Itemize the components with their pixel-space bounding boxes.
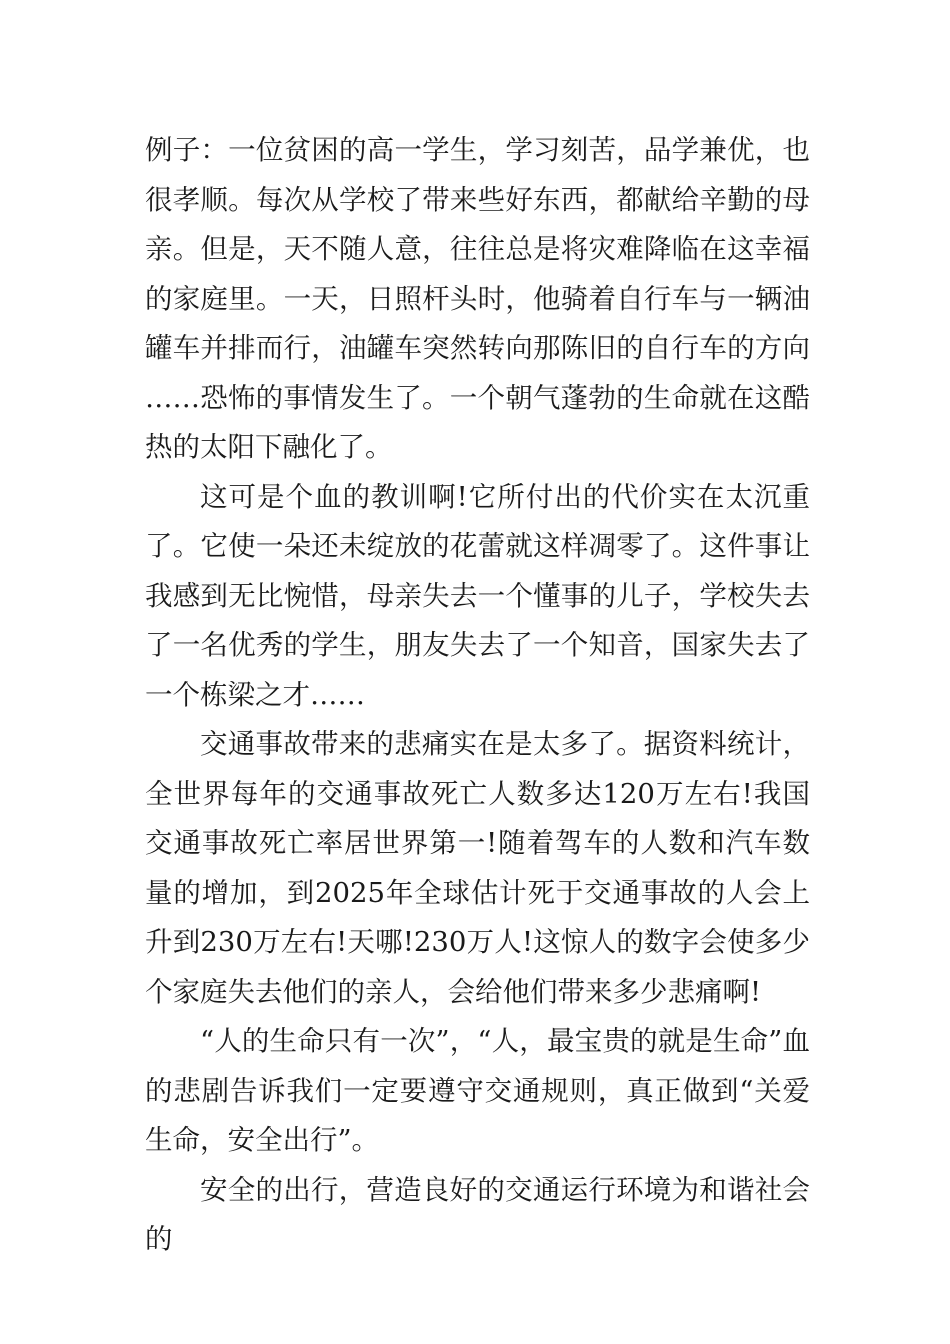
paragraph-1: 例子：一位贫困的高一学生，学习刻苦，品学兼优，也很孝顺。每次从学校了带来些好东西，都献给辛勤的母亲。但是，天不随人意，往往总是将灾难降临在这幸福的家庭里。一天，日照杆头时，他骑着自行车与一辆油罐车并排而行，油罐车突然转向那陈旧的自行车的方向……恐怖的事情发生了。一个朝气蓬勃的生命就在这酷热的太阳下融化了。 <box>145 134 810 463</box>
paragraph-2: 这可是个血的教训啊!它所付出的代价实在太沉重了。它使一朵还未绽放的花蕾就这样凋零了。这件事让我感到无比惋惜，母亲失去一个懂事的儿子，学校失去了一名优秀的学生，朋友失去了一个知音，国家失去了一个栋梁之才…… <box>145 480 810 711</box>
paragraph-3: 交通事故带来的悲痛实在是太多了。据资料统计，全世界每年的交通事故死亡人数多达120万左右!我国交通事故死亡率居世界第一!随着驾车的人数和汽车数量的增加，到2025年全球估计死于交通事故的人会上升到230万左右!天哪!230万人!这惊人的数字会使多少个家庭失去他们的亲人，会给他们带来多少悲痛啊! <box>145 728 810 1008</box>
paragraph-4: “人的生命只有一次”，“人，最宝贵的就是生命”血的悲剧告诉我们一定要遵守交通规则，真正做到“关爱生命，安全出行”。 <box>145 1025 810 1156</box>
document-body <box>145 126 810 1265</box>
paragraph-5: 安全的出行，营造良好的交通运行环境为和谐社会的 <box>145 1173 810 1255</box>
